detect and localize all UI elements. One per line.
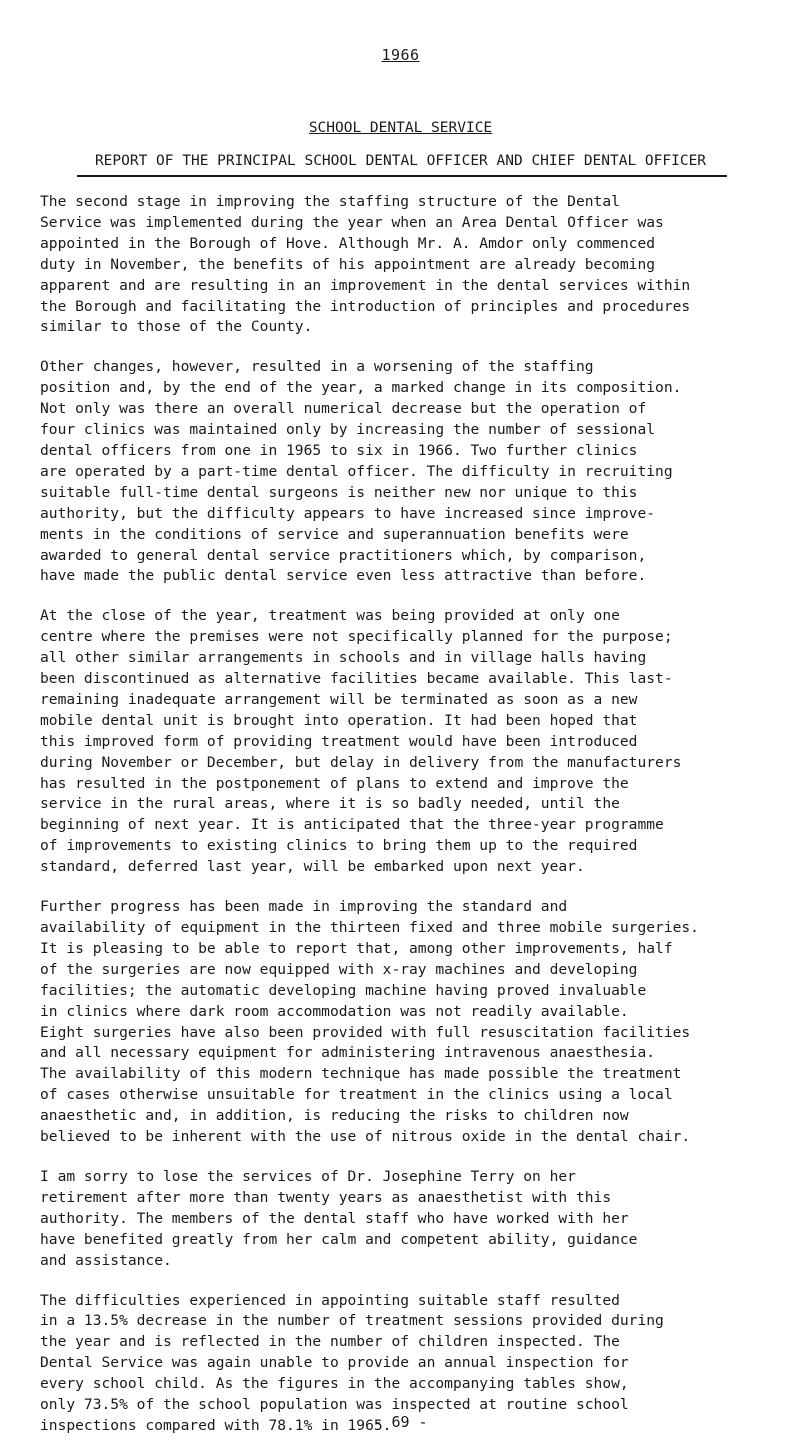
text-line: in a 13.5% decrease in the number of treatment sessions provided during xyxy=(40,1312,664,1330)
text-line: The availability of this modern technique has made possible the treatment xyxy=(40,1065,682,1083)
report-body xyxy=(40,192,770,1456)
text-line: The difficulties experienced in appointing suitable staff resulted xyxy=(40,1291,620,1309)
text-line: only 73.5% of the school population was inspected at routine school xyxy=(40,1396,629,1414)
text-line: the year and is reflected in the number of children inspected. The xyxy=(40,1333,620,1351)
text-line: anaesthetic and, in addition, is reducing the risks to children now xyxy=(40,1107,629,1125)
text-line: authority. The members of the dental staff who have worked with her xyxy=(40,1209,629,1227)
text-line: in clinics where dark room accommodation was not readily available. xyxy=(40,1002,629,1020)
text-line: facilities; the automatic developing machine having proved invaluable xyxy=(40,981,647,999)
text-line: availability of equipment in the thirteen fixed and three mobile surgeries. xyxy=(40,919,699,936)
text-line: appointed in the Borough of Hove. Although Mr. A. Amdor only commenced xyxy=(40,234,656,252)
paragraph xyxy=(40,1167,770,1272)
text-line: all other similar arrangements in schools and in village halls having xyxy=(40,649,647,667)
text-line: Other changes, however, resulted in a worsening of the staffing xyxy=(40,358,594,376)
text-line: duty in November, the benefits of his appointment are already becoming xyxy=(40,255,656,273)
paragraph xyxy=(40,606,770,878)
paragraph xyxy=(40,192,770,338)
text-line: retirement after more than twenty years as anaesthetist with this xyxy=(40,1188,612,1206)
page-number: - 69 - xyxy=(373,1413,428,1431)
text-line: the Borough and facilitating the introduction of principles and procedures xyxy=(40,297,691,315)
title-rule xyxy=(77,175,727,177)
text-line: of improvements to existing clinics to bring them up to the required xyxy=(40,837,638,855)
text-line: Dental Service was again unable to provide an annual inspection for xyxy=(40,1354,629,1372)
text-line: has resulted in the postponement of plans to extend and improve the xyxy=(40,774,629,792)
text-line: dental officers from one in 1965 to six in 1966. Two further clinics xyxy=(40,441,638,459)
text-line: remaining inadequate arrangement will be terminated as soon as a new xyxy=(40,690,638,708)
text-line: Further progress has been made in improving the standard and xyxy=(40,898,568,916)
text-line: this improved form of providing treatment would have been introduced xyxy=(40,732,638,750)
text-line: apparent and are resulting in an improvement in the dental services within xyxy=(40,276,691,294)
text-line: every school child. As the figures in the accompanying tables show, xyxy=(40,1375,629,1393)
service-heading: SCHOOL DENTAL SERVICE xyxy=(308,120,493,136)
text-line: believed to be inherent with the use of nitrous oxide in the dental chair. xyxy=(40,1128,691,1146)
text-line: suitable full-time dental surgeons is neither new nor unique to this xyxy=(40,483,638,501)
report-title: REPORT OF THE PRINCIPAL SCHOOL DENTAL OFFICER AND CHIEF DENTAL OFFICER xyxy=(94,153,707,169)
text-line: during November or December, but delay in delivery from the manufacturers xyxy=(40,753,682,771)
text-line: Service was implemented during the year when an Area Dental Officer was xyxy=(40,213,664,231)
text-line: ments in the conditions of service and superannuation benefits were xyxy=(40,525,629,543)
text-line: and all necessary equipment for administering intravenous anaesthesia. xyxy=(40,1044,656,1062)
text-line: Not only was there an overall numerical decrease but the operation of xyxy=(40,400,647,418)
text-line: beginning of next year. It is anticipated that the three-year programme xyxy=(40,816,664,834)
text-line: The second stage in improving the staffing structure of the Dental xyxy=(40,193,620,210)
text-line: similar to those of the County. xyxy=(40,318,313,336)
text-line: Eight surgeries have also been provided with full resuscitation facilities xyxy=(40,1023,691,1041)
text-line: awarded to general dental service practitioners which, by comparison, xyxy=(40,546,647,564)
text-line: mobile dental unit is brought into operation. It had been hoped that xyxy=(40,711,638,729)
text-line: authority, but the difficulty appears to have increased since improve- xyxy=(40,504,656,522)
text-line: been discontinued as alternative facilities became available. This last- xyxy=(40,670,673,688)
text-line: position and, by the end of the year, a marked change in its composition. xyxy=(40,379,682,397)
text-line: of the surgeries are now equipped with x-ray machines and developing xyxy=(40,960,638,978)
report-year: 1966 xyxy=(381,46,420,64)
text-line: of cases otherwise unsuitable for treatment in the clinics using a local xyxy=(40,1086,673,1104)
paragraph xyxy=(40,897,770,1148)
text-line: centre where the premises were not specifically planned for the purpose; xyxy=(40,628,673,646)
text-line: are operated by a part-time dental officer. The difficulty in recruiting xyxy=(40,462,673,480)
paragraph xyxy=(40,357,770,587)
text-line: It is pleasing to be able to report that, among other improvements, half xyxy=(40,939,673,957)
text-line: and assistance. xyxy=(40,1251,172,1269)
text-line: inspections compared with 78.1% in 1965. xyxy=(40,1416,392,1434)
text-line: have made the public dental service even less attractive than before. xyxy=(40,567,647,585)
text-line: four clinics was maintained only by increasing the number of sessional xyxy=(40,421,656,439)
text-line: have benefited greatly from her calm and competent ability, guidance xyxy=(40,1230,638,1248)
text-line: standard, deferred last year, will be embarked upon next year. xyxy=(40,858,585,876)
text-line: At the close of the year, treatment was being provided at only one xyxy=(40,607,620,625)
text-line: service in the rural areas, where it is so badly needed, until the xyxy=(40,795,620,813)
text-line: I am sorry to lose the services of Dr. Josephine Terry on her xyxy=(40,1167,576,1185)
